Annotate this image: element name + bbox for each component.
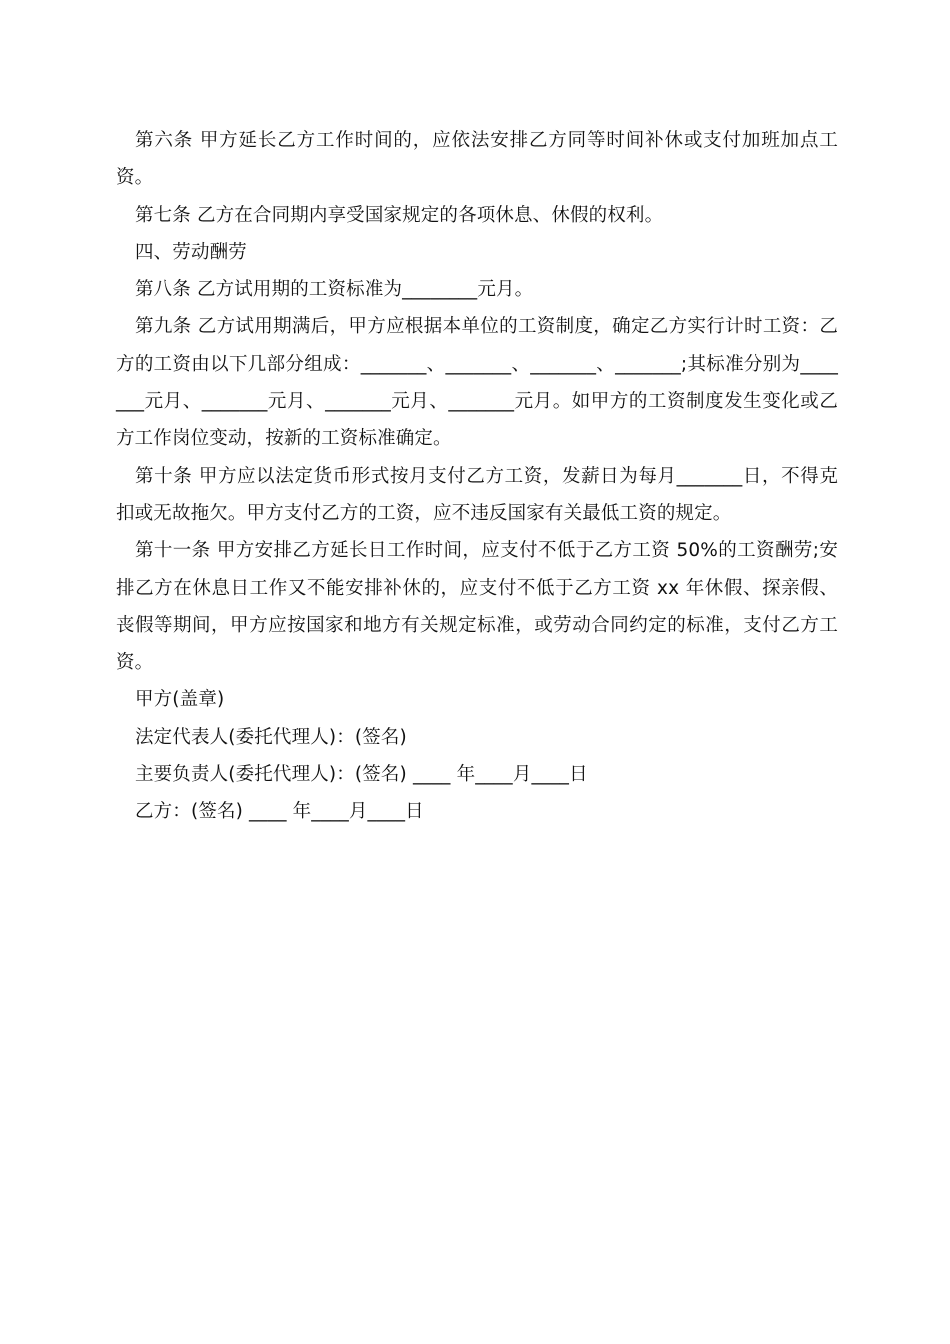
clause-10: 第十条 甲方应以法定货币形式按月支付乙方工资，发薪日为每月_______日，不得克扣或无故拖欠。甲方支付乙方的工资，应不违反国家有关最低工资的规定。 [116, 465, 838, 524]
document-body [116, 122, 838, 831]
clause-6: 第六条 甲方延长乙方工作时间的，应依法安排乙方同等时间补休或支付加班加点工资。 [116, 130, 838, 189]
section-heading-labor-pay: 四、劳动酬劳 [135, 241, 247, 263]
clause-7: 第七条 乙方在合同期内享受国家规定的各项休息、休假的权利。 [135, 204, 664, 226]
party-a-seal: 甲方(盖章) [135, 689, 225, 711]
legal-representative-signature: 法定代表人(委托代理人)：(签名) [135, 726, 407, 748]
clause-8: 第八条 乙方试用期的工资标准为________元月。 [135, 279, 534, 301]
clause-11: 第十一条 甲方安排乙方延长日工作时间，应支付不低于乙方工资 50%的工资酬劳;安排乙方在休息日工作又不能安排补休的，应支付不低于乙方工资 xx 年休假、探亲假、丧假等期间，甲方应按国家和地方有关规定标准，或劳动合同约定的标准，支付乙方工资。 [116, 540, 838, 674]
responsible-person-signature: 主要负责人(委托代理人)：(签名) ____ 年____月____日 [135, 764, 588, 786]
clause-9: 第九条 乙方试用期满后，甲方应根据本单位的工资制度，确定乙方实行计时工资：乙方的工资由以下几部分组成：_______、_______、_______、_______;其标准分别为_______元月、_______元月、_______元月、_______元月。如甲方的工资制度发生变化或乙方工作岗位变动，按新的工资标准确定。 [116, 316, 838, 450]
party-b-signature: 乙方：(签名) ____ 年____月____日 [135, 801, 424, 823]
